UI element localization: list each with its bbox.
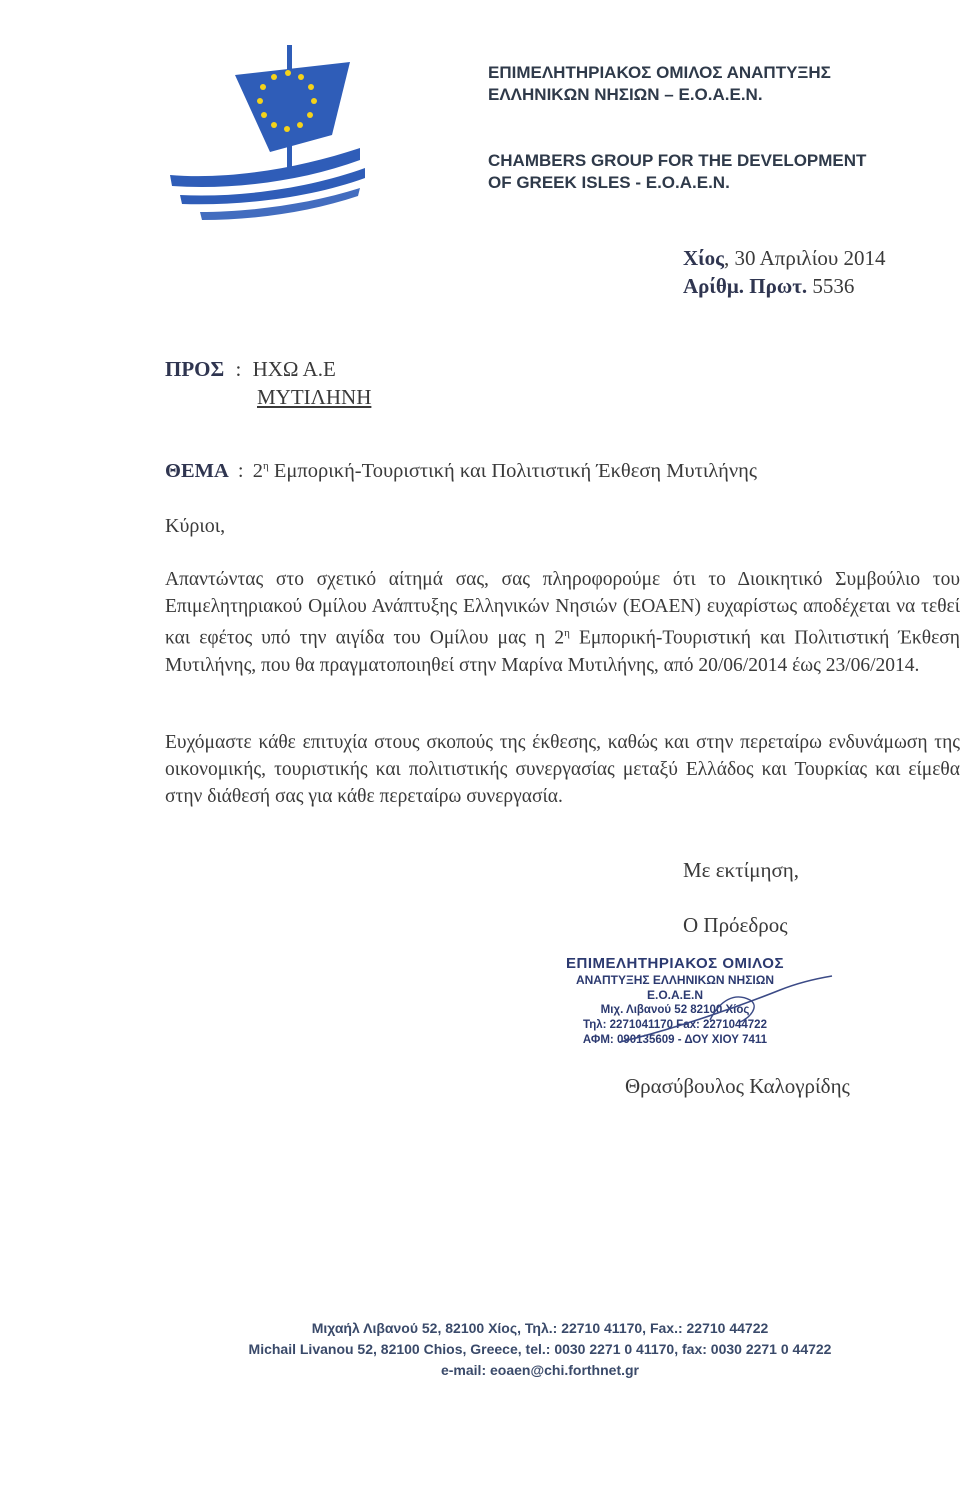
recipient-line [165, 355, 371, 383]
stamp-line-6: ΑΦΜ: 090135609 - ΔΟΥ ΧΙΟΥ 7411 [582, 1034, 768, 1046]
place-name: Χίος [683, 246, 725, 270]
subject-label: ΘΕΜΑ [165, 460, 229, 482]
salutation: Κύριοι, [165, 515, 226, 537]
org-name-greek-line1: ΕΠΙΜΕΛΗΤΗΡΙΑΚΟΣ ΟΜΙΛΟΣ ΑΝΑΠΤΥΞΗΣ [488, 63, 831, 82]
footer-address-greek: Μιχαήλ Λιβανού 52, 82100 Χίος, Τηλ.: 22710 41170, Fax.: 22710 44722 [311, 1320, 769, 1336]
org-name-english-line2: OF GREEK ISLES - E.O.A.E.N. [488, 173, 730, 192]
footer-contact [180, 1318, 900, 1381]
body-paragraph-2: Ευχόμαστε κάθε επιτυχία στους σκοπούς της έκθεσης, καθώς και στην περεταίρω ενδυνάμωση της οικονομικής, τουριστικής και πολιτιστικής συνεργασίας μεταξύ Ελλάδος και Τουρκίας και είμεθα στην διάθεσή σας για κάθε περεταίρω συνεργασία. [165, 732, 960, 807]
org-name-english [488, 150, 866, 194]
signature-icon [600, 970, 850, 1050]
subject-separator: : [237, 460, 244, 482]
stamp-line-4: Μιχ. Λιβανού 52 82100 Χίος [600, 1004, 750, 1016]
footer-email: e-mail: eoaen@chi.forthnet.gr [440, 1362, 639, 1378]
subject-text: Εμπορική-Τουριστική και Πολιτιστική Έκθεση Μυτιλήνης [273, 460, 757, 482]
recipient-separator: : [235, 357, 242, 381]
place-date [683, 244, 886, 272]
closing-regards: Με εκτίμηση, [683, 858, 800, 882]
recipient-name: ΗΧΩ Α.Ε [252, 357, 336, 381]
date-text: , 30 Απριλίου 2014 [724, 246, 886, 270]
subject-number: 2 [252, 460, 263, 482]
protocol-label: Αρίθμ. Πρωτ. [683, 274, 808, 298]
handwritten-signature [600, 970, 850, 1050]
recipient-label: ΠΡΟΣ [165, 357, 225, 381]
sail-ship-logo-icon [160, 40, 380, 240]
protocol-number: 5536 [812, 274, 855, 298]
closing-title: Ο Πρόεδρος [683, 913, 788, 937]
recipient-block [165, 355, 371, 411]
stamp-line-3: Ε.Ο.Α.Ε.Ν [646, 988, 703, 1002]
body-paragraph-1-part1: Απαντώντας στο σχετικό αίτημά σας, σας πληροφορούμε ότι το Διοικητικό Συμβούλιο του Επιμελητηριακού Ομίλου Ανάπτυξης Ελληνικών Νησιών (ΕΟΑΕΝ) ευχαρίστως αποδέχεται να τεθεί και εφέτος υπό την αιγίδα του Ομίλου μας η 2 [165, 569, 960, 649]
stamp-line-1: ΕΠΙΜΕΛΗΤΗΡΙΑΚΟΣ ΟΜΙΛΟΣ [566, 955, 784, 972]
body-paragraph-1-suffix: η [564, 627, 570, 639]
subject-line [165, 460, 757, 483]
org-name-greek [488, 62, 831, 106]
body-paragraph-1-part2: Εμπορική-Τουριστική και Πολιτιστική Έκθεση Μυτιλήνης, που θα πραγματοποιηθεί στην Μαρίνα Μυτιλήνης, από 20/06/2014 έως 23/06/2014. [165, 627, 960, 676]
body-paragraph-1 [165, 566, 960, 679]
subject-number-suffix: η [262, 460, 269, 473]
protocol-number-line [683, 272, 886, 300]
organization-logo [160, 40, 380, 240]
stamp-line-2: ΑΝΑΠΤΥΞΗΣ ΕΛΛΗΝΙΚΩΝ ΝΗΣΙΩΝ [575, 973, 775, 987]
org-name-english-line1: CHAMBERS GROUP FOR THE DEVELOPMENT [488, 151, 867, 170]
footer-address-english: Michail Livanou 52, 82100 Chios, Greece, tel.: 0030 2271 0 41170, fax: 0030 2271 0 44722 [248, 1341, 832, 1357]
stamp-line-5: Τηλ: 2271041170 Fax: 2271044722 [583, 1019, 767, 1031]
recipient-city: ΜΥΤΙΛΗΝΗ [257, 385, 372, 409]
org-name-greek-line2: ΕΛΛΗΝΙΚΩΝ ΝΗΣΙΩΝ – Ε.Ο.Α.Ε.Ν. [488, 85, 763, 104]
letter-meta [683, 244, 886, 300]
signatory-name: Θρασύβουλος Καλογρίδης [625, 1074, 850, 1098]
